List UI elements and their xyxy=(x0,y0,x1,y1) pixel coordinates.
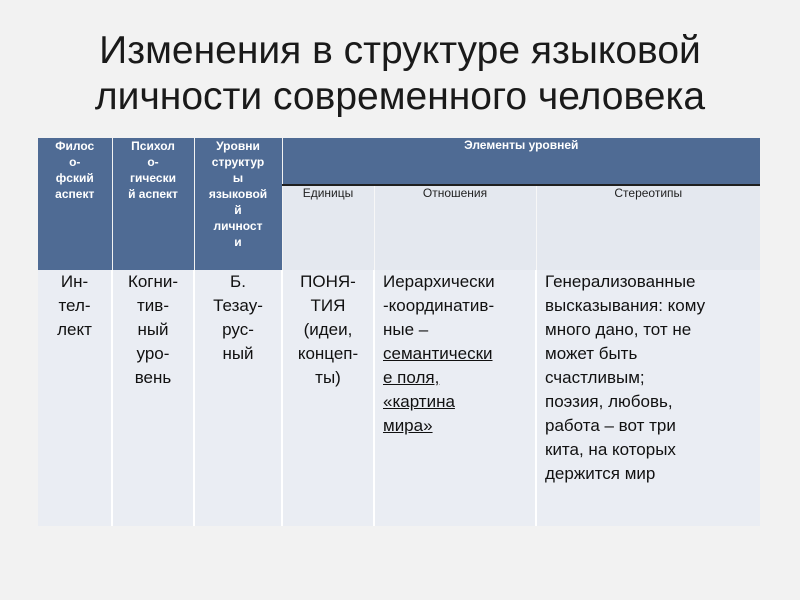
text-line: ный xyxy=(137,320,169,339)
text-line: тел- xyxy=(58,296,91,315)
text-line: ПОНЯ- xyxy=(300,272,356,291)
text-line: (идеи, xyxy=(303,320,353,339)
cell-concepts xyxy=(282,270,374,526)
text-line: и xyxy=(234,235,242,249)
header-level-elements: Элементы уровней xyxy=(282,138,760,185)
text-line: й аспект xyxy=(128,187,178,201)
text-line: уро- xyxy=(136,344,170,363)
text-line: Б. xyxy=(230,272,246,291)
text-line: ы xyxy=(232,171,244,185)
text-line: тив- xyxy=(137,296,169,315)
text-line: много дано, тот не xyxy=(545,320,692,339)
text-line: Психол xyxy=(131,139,175,153)
text-line: ный xyxy=(222,344,254,363)
text-line: ты) xyxy=(315,368,341,387)
cell-intellect xyxy=(38,270,112,526)
header-units: Единицы xyxy=(282,185,374,270)
text-line: «картина xyxy=(383,392,455,411)
title-line-1: Изменения в структуре языковой xyxy=(99,29,701,72)
text-line: высказывания: кому xyxy=(545,296,706,315)
text-line: рус- xyxy=(222,320,254,339)
header-psychological-aspect xyxy=(112,138,194,270)
text-line: личност xyxy=(213,219,263,233)
cell-relations xyxy=(374,270,536,526)
cell-cognitive-level xyxy=(112,270,194,526)
text-line: Генерализованные xyxy=(545,272,696,291)
text-line: лект xyxy=(57,320,92,339)
text-line: о- xyxy=(147,155,159,169)
header-relations: Отношения xyxy=(374,185,536,270)
cell-thesaurus xyxy=(194,270,282,526)
text-line: Иерархически xyxy=(383,272,495,291)
text-line: Ин- xyxy=(60,272,89,291)
title-line-2: личности современного человека xyxy=(94,75,706,118)
text-line: мира» xyxy=(383,416,433,435)
text-line: Когни- xyxy=(127,272,179,291)
table-row xyxy=(38,270,760,526)
text-line: е поля, xyxy=(383,368,440,387)
slide-title xyxy=(0,28,800,120)
text-line: языковой xyxy=(208,187,268,201)
text-line: может быть xyxy=(545,344,638,363)
text-line: гически xyxy=(130,171,176,185)
text-line: ТИЯ xyxy=(310,296,346,315)
text-line: концеп- xyxy=(297,344,359,363)
header-row-top xyxy=(38,138,760,185)
text-line: работа – вот три xyxy=(545,416,676,435)
text-line: о- xyxy=(69,155,81,169)
text-line: аспект xyxy=(55,187,95,201)
text-line: Филос xyxy=(55,139,95,153)
text-line: счастливым; xyxy=(545,368,645,387)
text-line: вень xyxy=(134,368,172,387)
header-structure-levels xyxy=(194,138,282,270)
text-line: й xyxy=(234,203,242,217)
header-stereotypes: Стереотипы xyxy=(536,185,760,270)
text-line: ные – xyxy=(383,320,429,339)
text-line: Тезау- xyxy=(213,296,263,315)
text-line: семантически xyxy=(383,344,493,363)
text-line: держится мир xyxy=(545,464,656,483)
text-line: Уровни xyxy=(216,139,260,153)
header-philosophical-aspect xyxy=(38,138,112,270)
text-line: структур xyxy=(211,155,265,169)
text-line: поэзия, любовь, xyxy=(545,392,673,411)
cell-stereotypes xyxy=(536,270,760,526)
text-line: фский xyxy=(55,171,94,185)
text-line: -координатив- xyxy=(383,296,495,315)
text-line: кита, на которых xyxy=(545,440,676,459)
language-personality-table xyxy=(38,138,760,526)
